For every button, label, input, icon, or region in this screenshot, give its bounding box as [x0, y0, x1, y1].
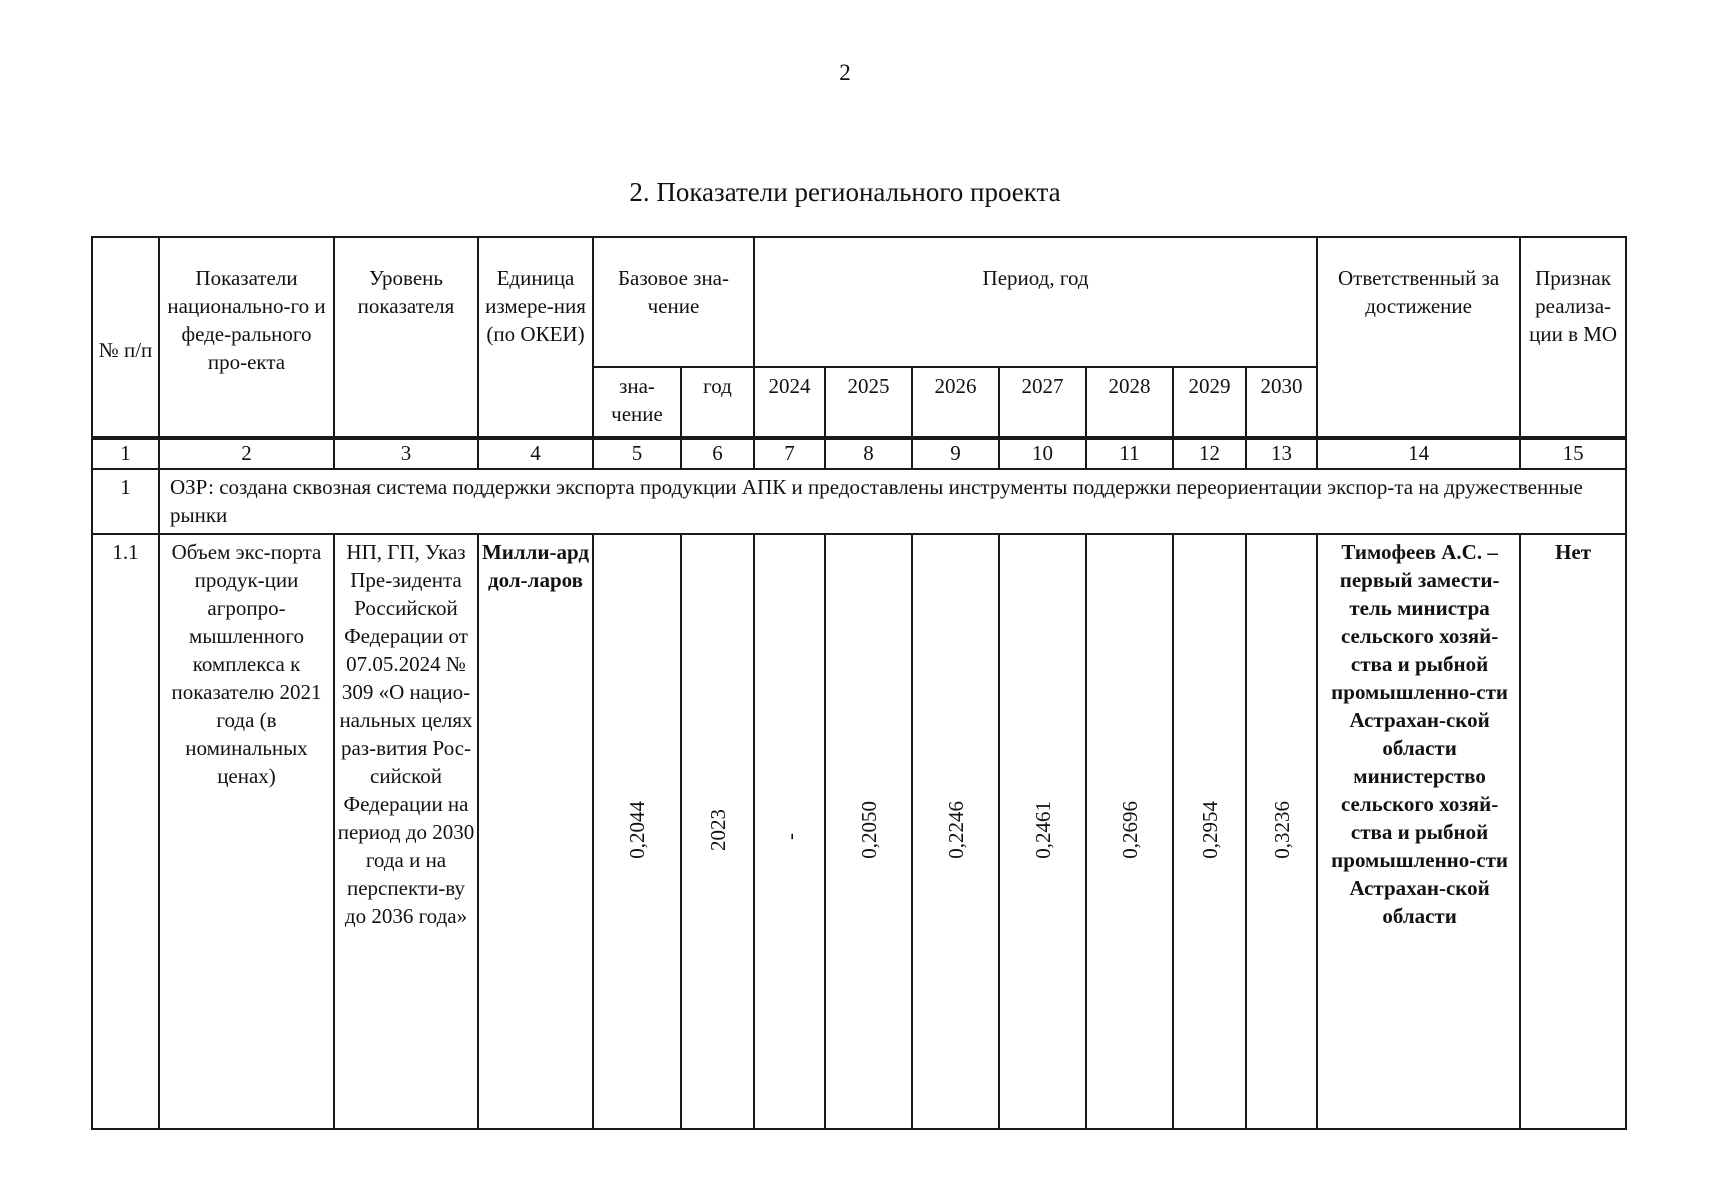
header-base-year: год	[681, 367, 754, 438]
header-base: Базовое зна-чение	[593, 237, 754, 367]
goal-row	[92, 469, 1626, 534]
table-row	[92, 534, 1626, 1129]
row-value-2030-cell	[1246, 534, 1317, 1129]
section-title: 2. Показатели регионального проекта	[629, 177, 1061, 207]
header-period: Период, год	[754, 237, 1317, 367]
row-value-2025: 0,2050	[856, 800, 881, 859]
header-unit: Единица измере-ния (по ОКЕИ)	[478, 237, 593, 438]
row-value-2025-cell	[825, 534, 912, 1129]
header-base-value: зна-чение	[593, 367, 681, 438]
column-number: 2	[159, 438, 334, 469]
row-num: 1.1	[92, 534, 159, 1129]
header-year-2028: 2028	[1086, 367, 1173, 438]
column-number: 7	[754, 438, 825, 469]
page-number: 2	[839, 60, 851, 85]
header-year-2027: 2027	[999, 367, 1086, 438]
row-value-2024: -	[777, 833, 802, 840]
row-value-2027: 0,2461	[1030, 800, 1055, 859]
header-sign: Признак реализа-ции в МО	[1520, 237, 1626, 438]
column-number: 11	[1086, 438, 1173, 469]
row-responsible: Тимофеев А.С. – первый замести-тель министра сельского хозяй-ства и рыбной промышленно-сти Астрахан-ской области министерство сельского хозяй-ства и рыбной промышленно-сти Астрахан-ской области	[1317, 534, 1520, 1129]
column-number: 3	[334, 438, 478, 469]
header-year-2024: 2024	[754, 367, 825, 438]
row-base-value-cell	[593, 534, 681, 1129]
row-value-2027-cell	[999, 534, 1086, 1129]
row-indicator: Объем экс-порта продук-ции агропро-мышленного комплекса к показателю 2021 года (в номинальных ценах)	[159, 534, 334, 1129]
column-number-row	[92, 438, 1626, 469]
row-base-value: 0,2044	[625, 800, 649, 859]
header-level: Уровень показателя	[334, 237, 478, 438]
column-number: 9	[912, 438, 999, 469]
header-year-2030: 2030	[1246, 367, 1317, 438]
header-row	[92, 237, 1626, 367]
row-value-2026-cell	[912, 534, 999, 1129]
column-number: 14	[1317, 438, 1520, 469]
row-value-2029: 0,2954	[1197, 800, 1222, 859]
row-value-2024-cell	[754, 534, 825, 1129]
column-number: 5	[593, 438, 681, 469]
header-year-2029: 2029	[1173, 367, 1246, 438]
header-year-2025: 2025	[825, 367, 912, 438]
column-number: 8	[825, 438, 912, 469]
column-number: 6	[681, 438, 754, 469]
goal-num: 1	[92, 469, 159, 534]
header-indicator: Показатели национально-го и феде-рального про-екта	[159, 237, 334, 438]
row-unit: Милли-ард дол-ларов	[478, 534, 593, 1129]
header-year-2026: 2026	[912, 367, 999, 438]
row-value-2028: 0,2696	[1117, 800, 1142, 859]
header-num: № п/п	[92, 237, 159, 438]
row-value-2028-cell	[1086, 534, 1173, 1129]
row-sign: Нет	[1520, 534, 1626, 1129]
column-number: 13	[1246, 438, 1317, 469]
row-value-2029-cell	[1173, 534, 1246, 1129]
goal-text: ОЗР: создана сквозная система поддержки экспорта продукции АПК и предоставлены инструменты поддержки переориентации экспор-та на дружественные рынки	[159, 469, 1626, 534]
row-base-year: 2023	[705, 808, 730, 851]
indicators-table	[91, 236, 1627, 1130]
row-base-year-cell	[681, 534, 754, 1129]
column-number: 12	[1173, 438, 1246, 469]
header-responsible: Ответственный за достижение	[1317, 237, 1520, 438]
row-level: НП, ГП, Указ Пре-зидента Российской Федерации от 07.05.2024 № 309 «О нацио-нальных целях раз-вития Рос-сийской Федерации на период до 2030 года и на перспекти-ву до 2036 года»	[334, 534, 478, 1129]
row-value-2026: 0,2246	[943, 800, 968, 859]
column-number: 4	[478, 438, 593, 469]
row-value-2030: 0,3236	[1269, 800, 1294, 859]
column-number: 1	[92, 438, 159, 469]
column-number: 10	[999, 438, 1086, 469]
column-number: 15	[1520, 438, 1626, 469]
